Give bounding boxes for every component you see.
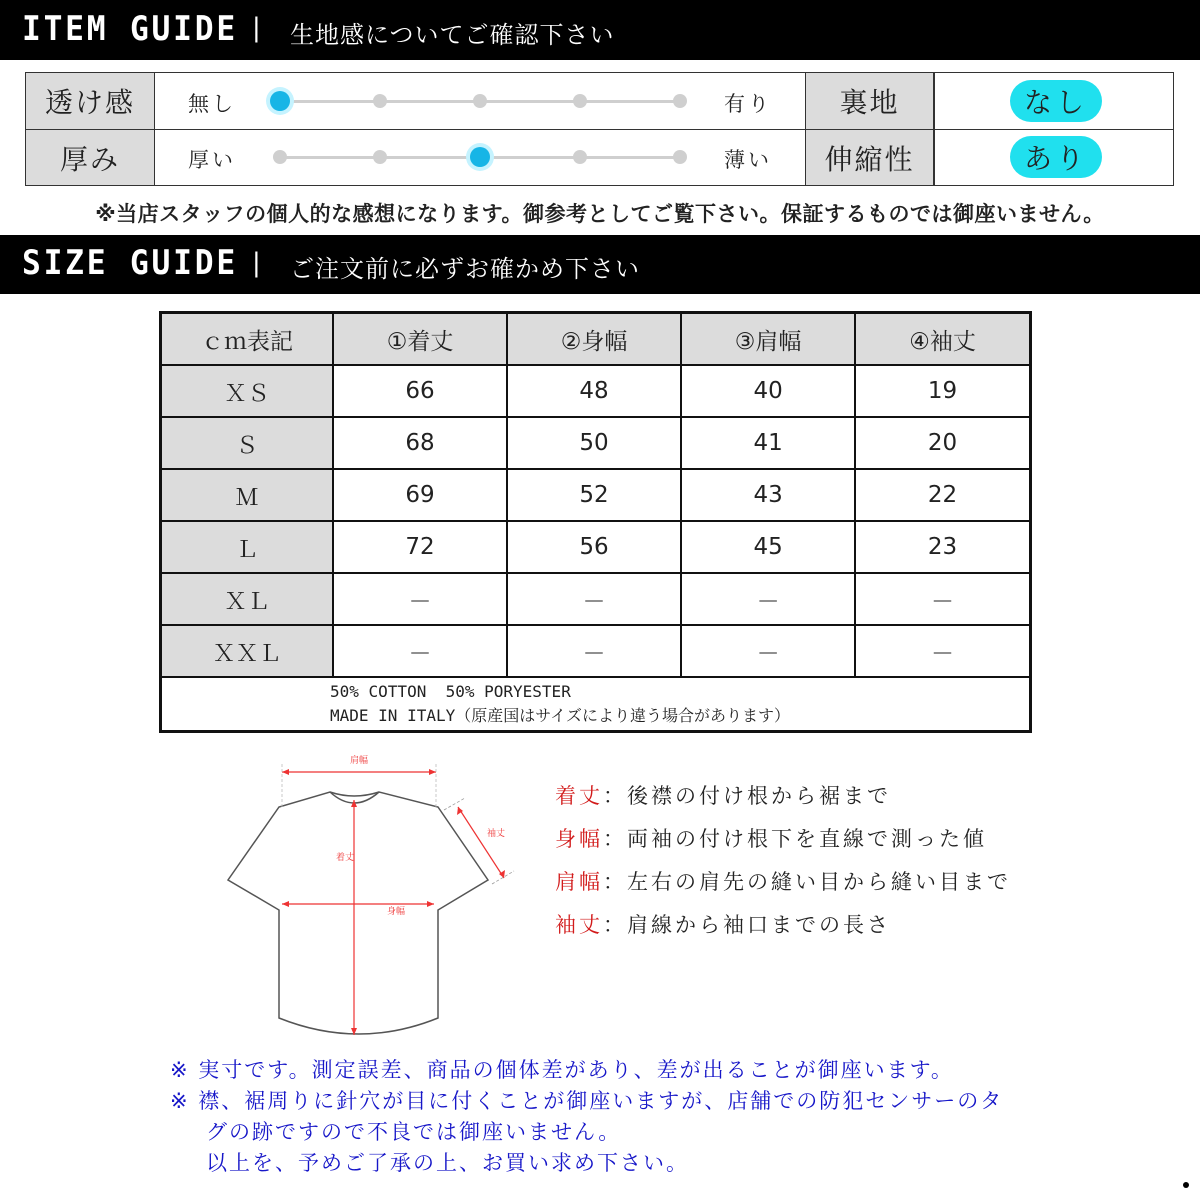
size-value-cell-shoulder: 43: [681, 469, 855, 521]
item-guide-note: ※当店スタッフの個人的な感想になります。御参考としてご覧下さい。保証するものでは御座いません。: [95, 202, 1105, 226]
size-label-cell: ＸＸＬ: [161, 625, 334, 677]
footnote-line: 以上を、予めご了承の上、お買い求め下さい。: [206, 1151, 689, 1175]
size-label-cell: Ｓ: [161, 417, 334, 469]
definition-item: 肩幅：左右の肩先の縫い目から縫い目まで: [555, 870, 1011, 894]
size-row: [161, 469, 1031, 521]
sleeve-measure-line: [458, 807, 504, 878]
scale-dot-selected: [270, 91, 290, 111]
thickness-right-label: 薄い: [724, 148, 772, 172]
footnote-line: グの跡ですので不良では御座いません。: [206, 1120, 622, 1144]
tshirt-measurement-diagram: [220, 750, 520, 1045]
scale-dot: [673, 94, 687, 108]
size-value-cell-length: 68: [333, 417, 507, 469]
header-cell-unit: ｃｍ表記: [161, 313, 334, 366]
size-value-cell-shoulder: 41: [681, 417, 855, 469]
size-row: [161, 625, 1031, 677]
definition-key: 身幅: [555, 827, 603, 851]
footnotes: [170, 1055, 1003, 1179]
item-guide-table: [25, 72, 1174, 186]
shoulder-measure-label: 肩幅: [349, 756, 369, 766]
definition-text: 肩線から袖口までの長さ: [627, 913, 891, 937]
size-row: [161, 365, 1031, 417]
definition-item: 身幅：両袖の付け根下を直線で測った値: [555, 827, 987, 851]
size-value-cell-sleeve: 23: [855, 521, 1030, 573]
size-guide-header: [0, 235, 1200, 294]
stretch-label: 伸縮性: [806, 130, 934, 185]
size-value-cell-length: －: [333, 573, 507, 625]
size-value-cell-sleeve: －: [855, 573, 1030, 625]
item-guide-header: [0, 0, 1200, 60]
item-guide-title: ITEM GUIDE: [22, 9, 238, 49]
scale-dot: [273, 150, 287, 164]
header-cell-width: ②身幅: [507, 313, 681, 366]
definition-text: 両袖の付け根下を直線で測った値: [627, 827, 987, 851]
sheerness-left-label: 無し: [188, 92, 236, 116]
country-of-origin: MADE IN ITALY（原産国はサイズにより違う場合があります）: [330, 706, 790, 725]
thickness-left-label: 厚い: [188, 148, 236, 172]
size-row: [161, 573, 1031, 625]
thickness-label: 厚み: [26, 130, 155, 185]
tshirt-outline: [228, 792, 488, 1034]
footnote-line: ※ 実寸です。測定誤差、商品の個体差があり、差が出ることが御座います。: [170, 1058, 954, 1082]
fabric-composition: 50% COTTON 50% PORYESTER: [330, 682, 571, 701]
scale-dot-selected: [470, 147, 490, 167]
header-cell-shoulder: ③肩幅: [681, 313, 855, 366]
definition-text: 後襟の付け根から裾まで: [627, 784, 891, 808]
size-value-cell-sleeve: －: [855, 625, 1030, 677]
size-value-cell-width: 56: [507, 521, 681, 573]
size-value-cell-length: 66: [333, 365, 507, 417]
size-value-cell-width: 48: [507, 365, 681, 417]
sleeve-measure-label: 袖丈: [486, 829, 506, 839]
fabric-info-row: [161, 677, 1031, 732]
size-value-cell-width: 50: [507, 417, 681, 469]
stretch-value-badge: あり: [1010, 136, 1102, 178]
scale-dot: [573, 150, 587, 164]
size-value-cell-shoulder: 45: [681, 521, 855, 573]
size-value-cell-length: 72: [333, 521, 507, 573]
scale-dot: [373, 94, 387, 108]
lining-value-badge: なし: [1010, 80, 1102, 122]
item-guide-subtitle: 生地感についてご確認下さい: [290, 21, 615, 49]
definition-key: 袖丈: [555, 913, 603, 937]
definition-item: 袖丈：肩線から袖口までの長さ: [555, 913, 891, 937]
definition-item: 着丈：後襟の付け根から裾まで: [555, 784, 891, 808]
scale-dot: [473, 94, 487, 108]
size-value-cell-sleeve: 19: [855, 365, 1030, 417]
size-table: [159, 311, 1032, 733]
width-measure-label: 身幅: [386, 907, 406, 917]
size-value-cell-length: －: [333, 625, 507, 677]
size-label-cell: ＸＳ: [161, 365, 334, 417]
header-cell-sleeve: ④袖丈: [855, 313, 1030, 366]
size-value-cell-width: 52: [507, 469, 681, 521]
scale-dot: [373, 150, 387, 164]
size-table-header-row: [161, 313, 1031, 366]
size-value-cell-shoulder: 40: [681, 365, 855, 417]
definition-key: 着丈: [555, 784, 603, 808]
size-guide-subtitle: ご注文前に必ずお確かめ下さい: [290, 255, 640, 283]
scale-dot: [673, 150, 687, 164]
size-label-cell: Ｍ: [161, 469, 334, 521]
size-value-cell-sleeve: 22: [855, 469, 1030, 521]
size-row: [161, 521, 1031, 573]
length-measure-label: 着丈: [335, 853, 355, 863]
size-value-cell-shoulder: －: [681, 573, 855, 625]
lining-label: 裏地: [806, 73, 934, 129]
corner-dot: [1183, 1182, 1189, 1188]
fabric-info-cell: [161, 677, 1031, 732]
header-cell-length: ①着丈: [333, 313, 507, 366]
size-row: [161, 417, 1031, 469]
definition-text: 左右の肩先の縫い目から縫い目まで: [627, 870, 1011, 894]
header-separator: |: [252, 13, 261, 43]
size-value-cell-length: 69: [333, 469, 507, 521]
size-label-cell: Ｌ: [161, 521, 334, 573]
sheerness-label: 透け感: [26, 73, 155, 129]
size-value-cell-width: －: [507, 573, 681, 625]
size-guide-title: SIZE GUIDE: [22, 243, 238, 283]
definition-key: 肩幅: [555, 870, 603, 894]
sheerness-right-label: 有り: [724, 92, 772, 116]
size-value-cell-sleeve: 20: [855, 417, 1030, 469]
header-separator: |: [252, 248, 261, 278]
size-value-cell-width: －: [507, 625, 681, 677]
scale-dot: [573, 94, 587, 108]
size-value-cell-shoulder: －: [681, 625, 855, 677]
size-label-cell: ＸＬ: [161, 573, 334, 625]
footnote-line: ※ 襟、裾周りに針穴が目に付くことが御座いますが、店舗での防犯センサーのタ: [170, 1089, 1004, 1113]
measurement-definitions: [555, 775, 1011, 947]
